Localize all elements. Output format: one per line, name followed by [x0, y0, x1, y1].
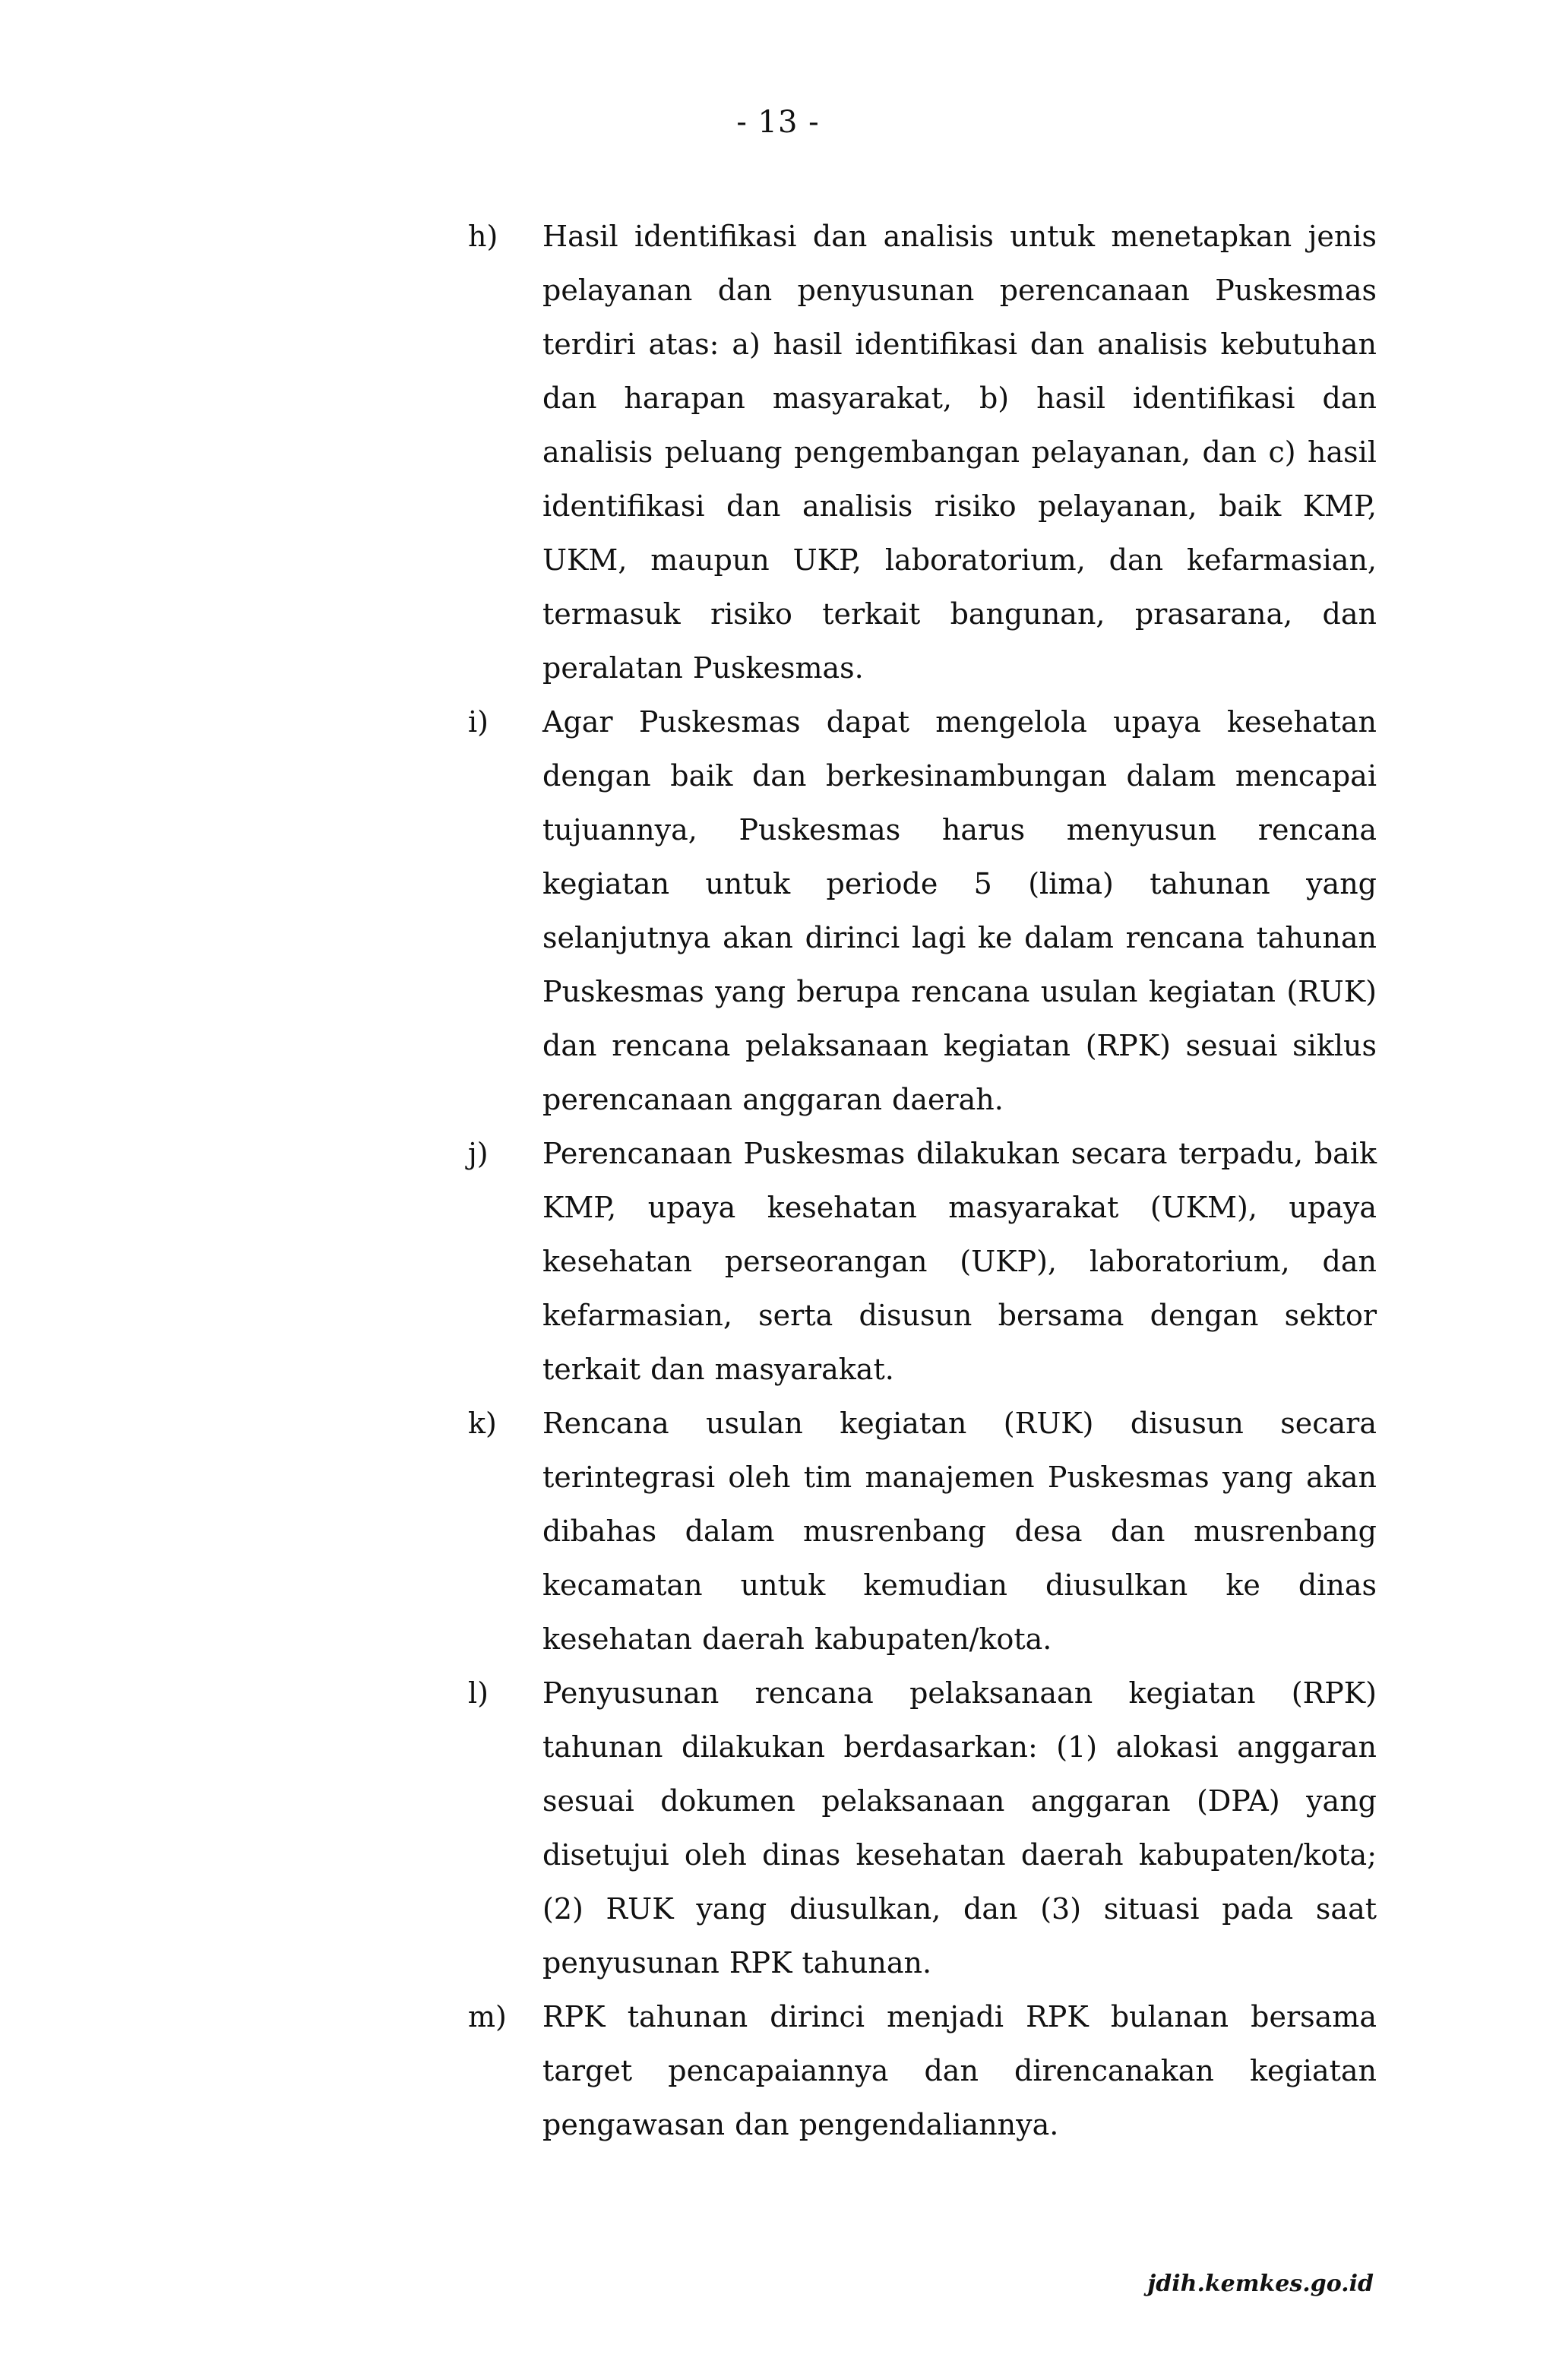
page-number: - 13 -: [736, 105, 820, 140]
list-item-text: Hasil identifikasi dan analisis untuk menetapkan jenis pelayanan dan penyusunan perencanaan Puskesmas terdiri atas: a) hasil identifikasi dan analisis kebutuhan dan harapan masyarakat, b) hasil identifikasi dan analisis peluang pengembangan pelayanan, dan c) hasil identifikasi dan analisis risiko pelayanan, baik KMP, UKM, maupun UKP, laboratorium, dan kefarmasian, termasuk risiko terkait bangunan, prasarana, dan peralatan Puskesmas.: [542, 220, 1377, 685]
list-item-text: Agar Puskesmas dapat mengelola upaya kesehatan dengan baik dan berkesinambungan dalam mencapai tujuannya, Puskesmas harus menyusun rencana kegiatan untuk periode 5 (lima) tahunan yang selanjutnya akan dirinci lagi ke dalam rencana tahunan Puskesmas yang berupa rencana usulan kegiatan (RUK) dan rencana pelaksanaan kegiatan (RPK) sesuai siklus perencanaan anggaran daerah.: [542, 705, 1377, 1116]
list-item-text: Rencana usulan kegiatan (RUK) disusun secara terintegrasi oleh tim manajemen Puskesmas yang akan dibahas dalam musrenbang desa dan musrenbang kecamatan untuk kemudian diusulkan ke dinas kesehatan daerah kabupaten/kota.: [542, 1407, 1377, 1656]
list-item-m: [468, 1990, 1377, 2152]
list-marker: j): [468, 1137, 489, 1170]
list-item-text: RPK tahunan dirinci menjadi RPK bulanan bersama target pencapaiannya dan direncanakan kegiatan pengawasan dan pengendaliannya.: [542, 2000, 1377, 2141]
list-marker: m): [468, 2000, 507, 2033]
list-item-text: Penyusunan rencana pelaksanaan kegiatan (RPK) tahunan dilakukan berdasarkan: (1) alokasi anggaran sesuai dokumen pelaksanaan anggaran (DPA) yang disetujui oleh dinas kesehatan daerah kabupaten/kota; (2) RUK yang diusulkan, dan (3) situasi pada saat penyusunan RPK tahunan.: [542, 1676, 1377, 1980]
list-marker: h): [468, 220, 498, 253]
list-marker: k): [468, 1407, 497, 1440]
list-item-i: [468, 695, 1377, 1127]
list-item-text: Perencanaan Puskesmas dilakukan secara terpadu, baik KMP, upaya kesehatan masyarakat (UKM), upaya kesehatan perseorangan (UKP), laboratorium, dan kefarmasian, serta disusun bersama dengan sektor terkait dan masyarakat.: [542, 1137, 1377, 1386]
footer-source-url: jdih.kemkes.go.id: [1147, 2271, 1374, 2297]
list-item-k: [468, 1397, 1377, 1666]
list-item-l: [468, 1666, 1377, 1990]
list-item-h: [468, 210, 1377, 695]
list-item-j: [468, 1127, 1377, 1397]
list-marker: i): [468, 705, 489, 739]
list-marker: l): [468, 1676, 489, 1710]
item-list: [468, 210, 1377, 2152]
